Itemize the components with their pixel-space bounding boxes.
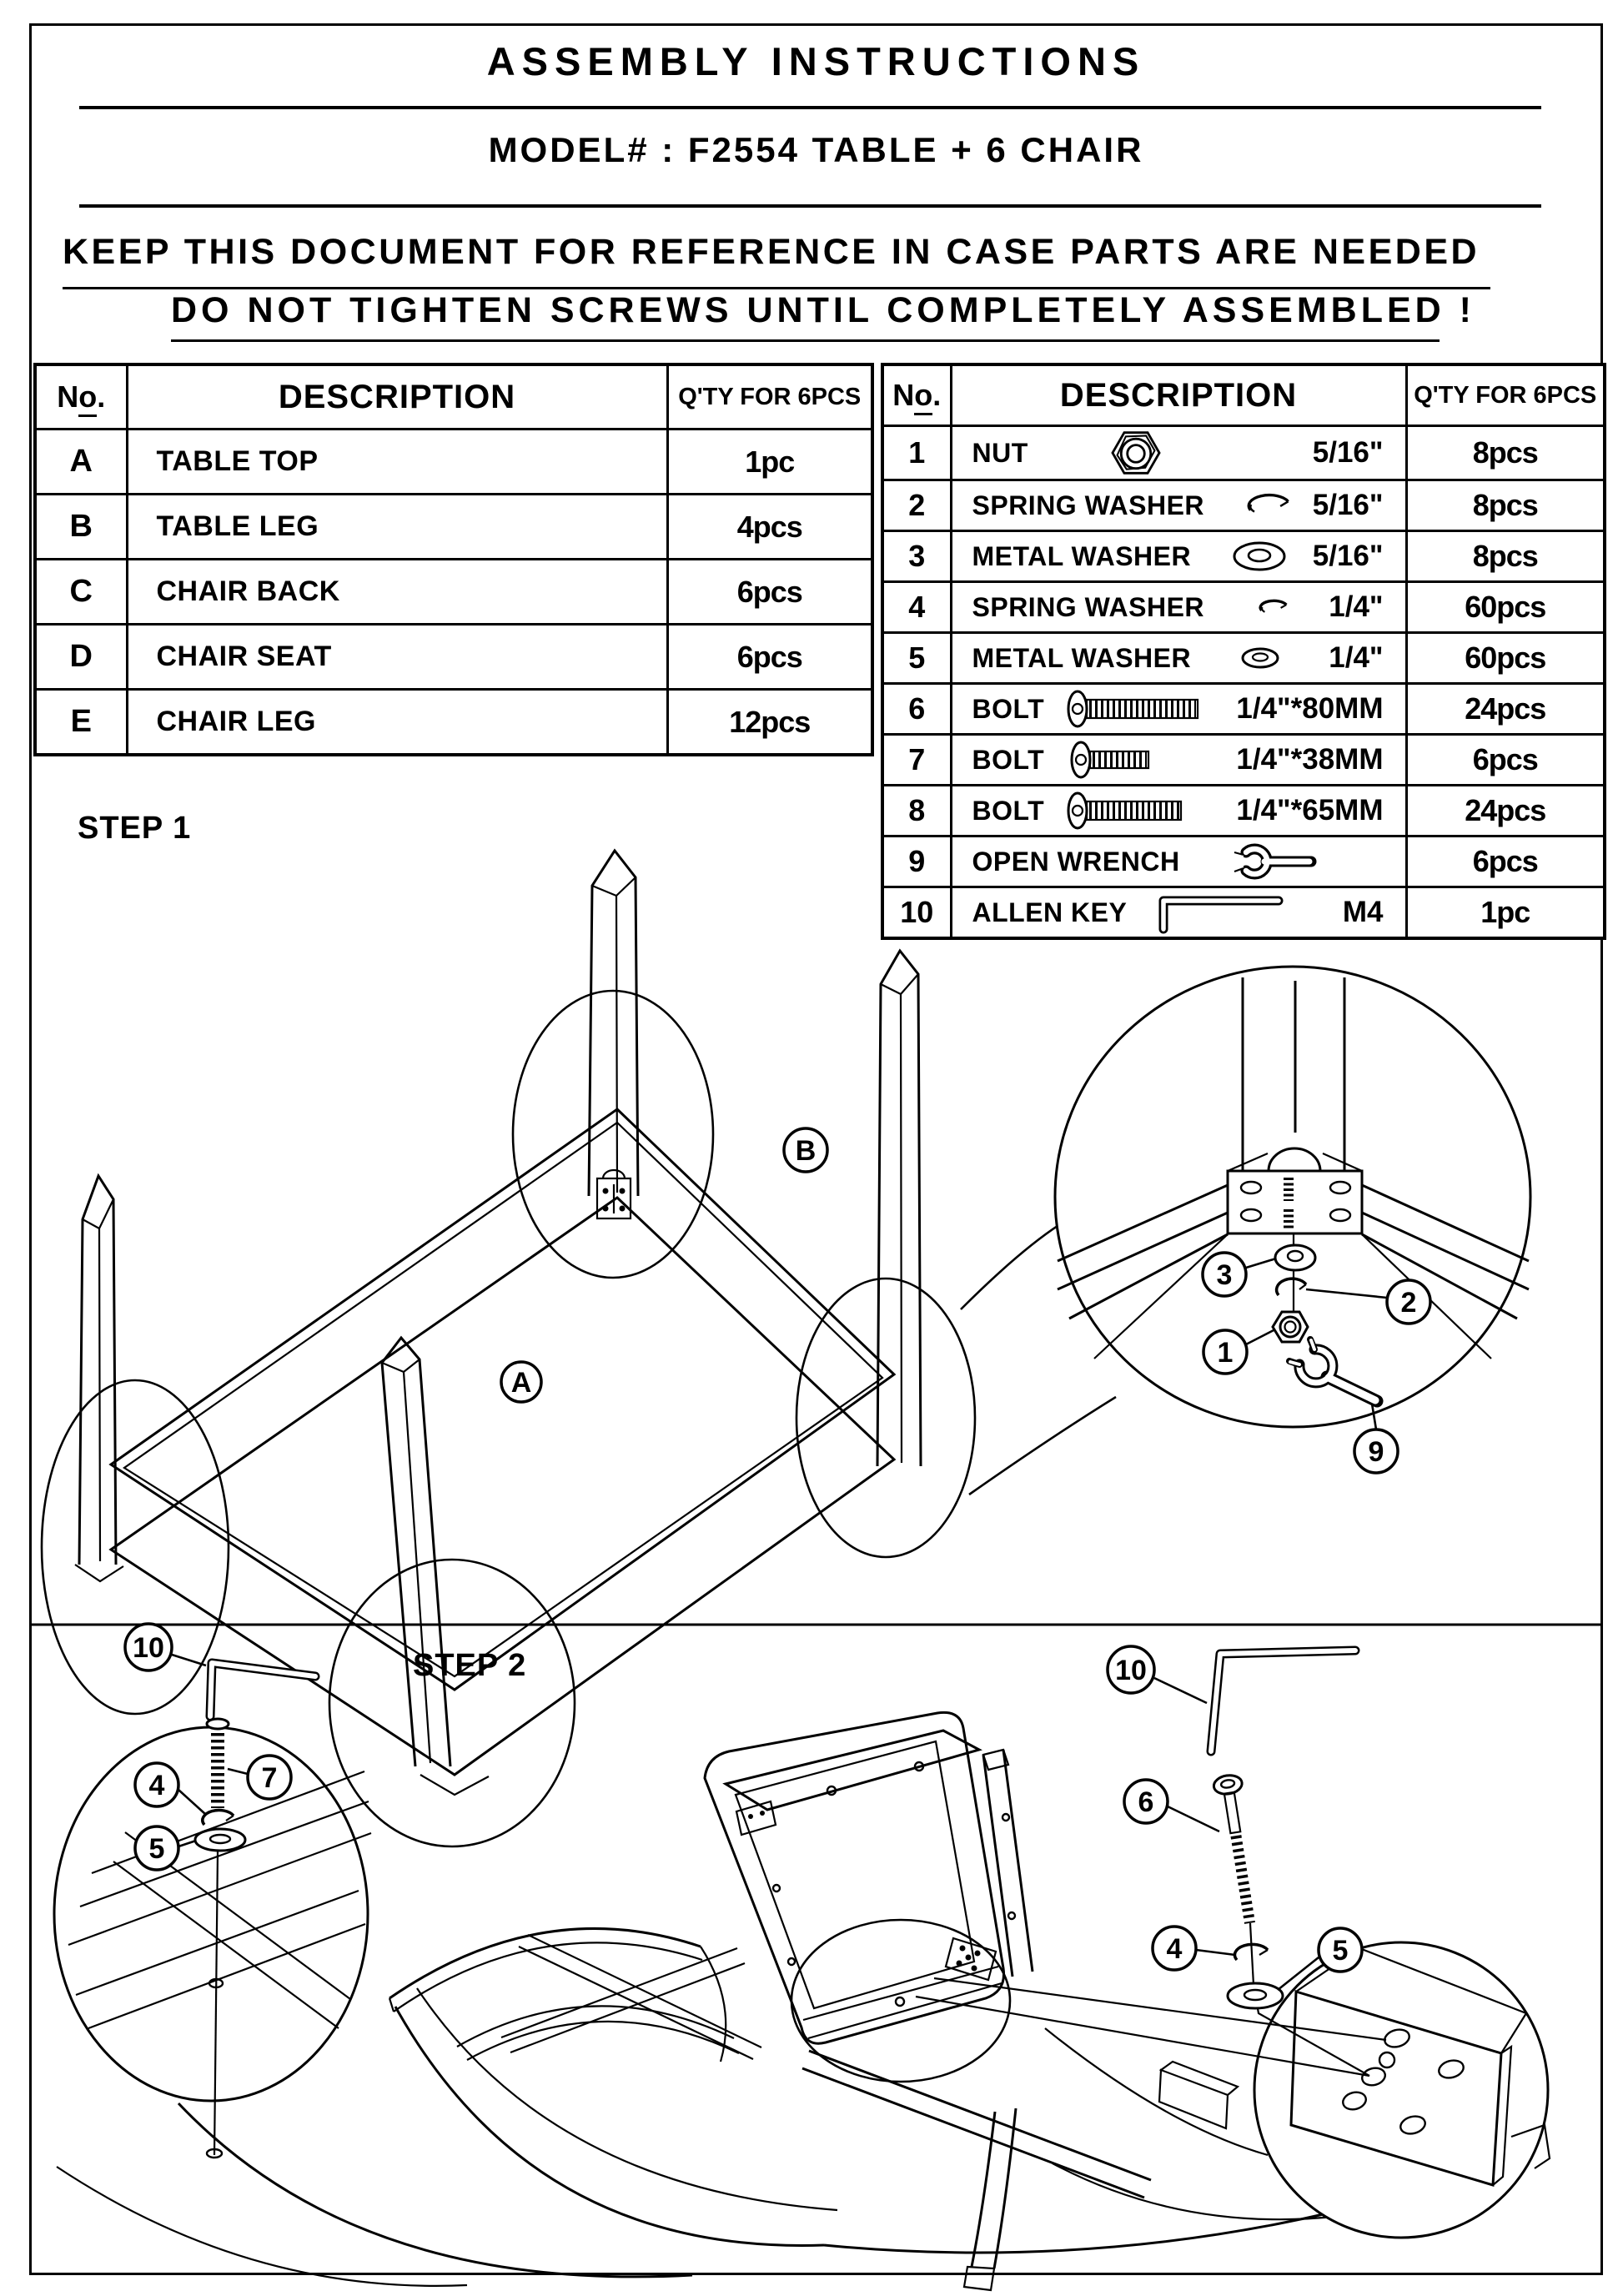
hardware-no: 4	[882, 582, 951, 633]
hardware-description: METAL WASHER	[972, 642, 1192, 673]
callout-allen-key	[1108, 1646, 1154, 1693]
metal-washer-drawing	[195, 1829, 245, 1851]
part-qty: 4pcs	[667, 495, 872, 560]
svg-text:10: 10	[133, 1632, 164, 1664]
svg-text:6: 6	[1138, 1786, 1154, 1818]
callout-bolt-80mm	[1124, 1780, 1168, 1823]
part-no: D	[35, 625, 127, 690]
hardware-qty: 60pcs	[1406, 582, 1605, 633]
svg-text:9: 9	[1368, 1436, 1384, 1468]
table-row	[35, 495, 872, 560]
hardware-description: BOLT	[972, 693, 1045, 724]
hardware-qty: 8pcs	[1406, 531, 1605, 582]
hardware-table-header-row	[882, 364, 1605, 426]
detail-connector-curve	[969, 1397, 1116, 1495]
table-row	[882, 426, 1605, 480]
detail-connector-curve	[961, 1224, 1060, 1309]
step2-leg-detail-circle	[916, 1942, 1550, 2238]
hardware-description: BOLT	[972, 795, 1045, 826]
part-qty: 6pcs	[667, 560, 872, 625]
hardware-no: 3	[882, 531, 951, 582]
hardware-size: 1/4"*65MM	[1236, 794, 1384, 826]
hardware-qty: 8pcs	[1406, 426, 1605, 480]
table-row	[882, 633, 1605, 684]
hardware-description-header: DESCRIPTION	[951, 364, 1406, 426]
hardware-size: 1/4"	[1329, 641, 1384, 674]
metal-washer-drawing	[1275, 1245, 1315, 1270]
nut-drawing	[1273, 1312, 1308, 1342]
parts-no-header: No.	[35, 364, 127, 430]
table-row	[35, 560, 872, 625]
model-line: MODEL# : F2554 TABLE + 6 CHAIR	[488, 130, 1144, 169]
step1-detail-indicator-ellipses	[42, 991, 975, 1846]
hardware-description: ALLEN KEY	[972, 897, 1128, 927]
hardware-no: 9	[882, 837, 951, 887]
hardware-size: 5/16"	[1312, 540, 1384, 572]
part-description: TABLE LEG	[127, 495, 667, 560]
hardware-no-header: No.	[882, 364, 951, 426]
part-description: CHAIR BACK	[127, 560, 667, 625]
hardware-size: 1/4"*38MM	[1236, 743, 1384, 776]
spring-washer-icon	[1241, 488, 1296, 523]
part-qty: 1pc	[667, 430, 872, 495]
allen-key-drawing	[210, 1663, 315, 1716]
callout-spring-washer-516	[1387, 1280, 1430, 1324]
callout-spring-washer-14	[1153, 1927, 1196, 1970]
hardware-size: M4	[1342, 896, 1384, 928]
part-qty: 12pcs	[667, 690, 872, 756]
hardware-no: 8	[882, 786, 951, 837]
parts-description-header: DESCRIPTION	[127, 364, 667, 430]
hardware-qty: 6pcs	[1406, 837, 1605, 887]
bolt-drawing	[1213, 1773, 1264, 1925]
hardware-no: 1	[882, 426, 951, 480]
part-no: B	[35, 495, 127, 560]
step1-detail-circle	[1055, 967, 1530, 1429]
part-description: CHAIR LEG	[127, 690, 667, 756]
part-description: TABLE TOP	[127, 430, 667, 495]
page-title: ASSEMBLY INSTRUCTIONS	[486, 39, 1146, 83]
callout-metal-washer-14	[135, 1826, 178, 1870]
hardware-no: 7	[882, 735, 951, 786]
allen-key-drawing	[1211, 1650, 1355, 1751]
hardware-description: NUT	[972, 437, 1028, 468]
parts-qty-header: Q'TY FOR 6PCS	[667, 364, 872, 430]
hardware-qty: 24pcs	[1406, 684, 1605, 735]
table-row	[882, 684, 1605, 735]
hardware-size: 1/4"	[1329, 590, 1384, 623]
hardware-qty: 1pc	[1406, 887, 1605, 939]
hardware-no: 10	[882, 887, 951, 939]
hardware-no: 6	[882, 684, 951, 735]
hardware-qty: 8pcs	[1406, 480, 1605, 531]
part-no: E	[35, 690, 127, 756]
table-row	[35, 625, 872, 690]
spring-washer-small-icon	[1254, 595, 1293, 620]
parts-table-header-row	[35, 364, 872, 430]
svg-text:3: 3	[1216, 1259, 1233, 1291]
step2-seat-detail-circle	[54, 1727, 371, 2158]
metal-washer-icon	[1228, 537, 1291, 575]
parts-table	[33, 363, 874, 756]
hardware-description: SPRING WASHER	[972, 490, 1205, 520]
svg-text:B: B	[795, 1135, 817, 1167]
svg-text:A: A	[510, 1367, 532, 1399]
metal-washer-small-icon	[1237, 644, 1284, 672]
svg-text:2: 2	[1400, 1287, 1417, 1319]
svg-text:7: 7	[261, 1762, 278, 1794]
metal-washer-drawing	[1228, 1983, 1283, 2008]
svg-text:4: 4	[148, 1770, 165, 1801]
warning-1-underline	[63, 287, 1490, 289]
hardware-qty-header: Q'TY FOR 6PCS	[1406, 364, 1605, 426]
svg-text:10: 10	[1115, 1655, 1147, 1686]
warning-line-2: DO NOT TIGHTEN SCREWS UNTIL COMPLETELY ASSEMBLED !	[171, 290, 1475, 330]
assembly-diagram	[0, 767, 1623, 2296]
callout-bolt-38mm	[248, 1756, 291, 1799]
hardware-size: 5/16"	[1312, 436, 1384, 469]
hardware-description: METAL WASHER	[972, 540, 1192, 571]
hardware-description: SPRING WASHER	[972, 591, 1205, 622]
svg-text:1: 1	[1217, 1337, 1234, 1369]
warning-line-1: KEEP THIS DOCUMENT FOR REFERENCE IN CASE PARTS ARE NEEDED	[63, 232, 1480, 272]
hardware-qty: 24pcs	[1406, 786, 1605, 837]
nut-icon	[1100, 427, 1172, 479]
step-1-label: STEP 1	[78, 811, 192, 846]
callout-metal-washer-516	[1203, 1253, 1246, 1296]
callout-allen-key	[125, 1624, 172, 1671]
title-underline	[79, 106, 1541, 109]
table-row	[882, 531, 1605, 582]
part-description: CHAIR SEAT	[127, 625, 667, 690]
hardware-qty: 60pcs	[1406, 633, 1605, 684]
hardware-size: 5/16"	[1312, 489, 1384, 521]
callout-open-wrench	[1354, 1429, 1398, 1473]
table-row	[35, 430, 872, 495]
svg-text:4: 4	[1166, 1933, 1183, 1965]
callout-spring-washer-14	[135, 1763, 178, 1806]
callout-metal-washer-14	[1319, 1928, 1362, 1972]
step-2-label: STEP 2	[413, 1648, 527, 1683]
hardware-size: 1/4"*80MM	[1236, 692, 1384, 725]
table-row	[882, 480, 1605, 531]
hardware-no: 2	[882, 480, 951, 531]
hardware-description: BOLT	[972, 744, 1045, 775]
svg-text:5: 5	[148, 1833, 165, 1865]
hardware-description: OPEN WRENCH	[972, 846, 1180, 877]
bolt-head-drawing	[207, 1719, 229, 1729]
svg-text:5: 5	[1332, 1935, 1349, 1967]
warning-2-underline	[171, 339, 1440, 342]
part-no: A	[35, 430, 127, 495]
bolt-80mm-icon	[1066, 686, 1204, 732]
part-qty: 6pcs	[667, 625, 872, 690]
hardware-no: 5	[882, 633, 951, 684]
step1-table-drawing	[75, 851, 921, 1795]
part-no: C	[35, 560, 127, 625]
callout-nut	[1203, 1330, 1247, 1374]
hardware-qty: 6pcs	[1406, 735, 1605, 786]
model-underline	[79, 204, 1541, 208]
callout-table-top	[501, 1362, 541, 1402]
table-row	[882, 582, 1605, 633]
callout-table-leg	[784, 1128, 827, 1172]
table-row	[35, 690, 872, 756]
